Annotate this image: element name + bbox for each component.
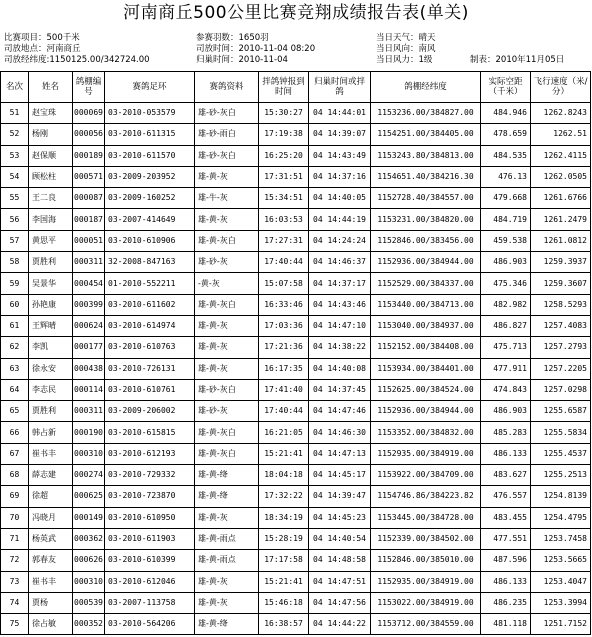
- table-row: [1, 571, 591, 592]
- cell-ring: 03-2010-610950: [105, 507, 195, 528]
- cell-arrive-time: 04 14:45:17: [309, 465, 371, 486]
- cell-info: 雄-黄-灰白: [195, 294, 259, 315]
- cell-info: 雄-黄-雨点: [195, 550, 259, 571]
- cell-coords: 1152152.00/384408.00: [371, 337, 481, 358]
- cell-speed: 1259.3937: [531, 252, 591, 273]
- cell-distance: 485.283: [481, 422, 531, 443]
- table-row: [1, 528, 591, 549]
- cell-name: 王辉晴: [29, 315, 73, 336]
- cell-info: 雄-黄-灰: [195, 571, 259, 592]
- cell-rank: 63: [1, 358, 29, 379]
- table-row: [1, 337, 591, 358]
- cell-coords: 1152936.00/384944.00: [371, 252, 481, 273]
- entries-count: 参赛羽数：1650羽: [196, 33, 269, 43]
- cell-distance: 486.827: [481, 315, 531, 336]
- table-row: [1, 379, 591, 400]
- cell-report-time: 15:21:41: [259, 571, 309, 592]
- cell-report-time: 15:21:41: [259, 443, 309, 464]
- cell-loft-no: 000626: [73, 550, 105, 571]
- cell-distance: 475.713: [481, 337, 531, 358]
- header-loft-no: 鸽棚编号: [73, 72, 105, 103]
- cell-distance: 484.719: [481, 209, 531, 230]
- cell-name: 徐占敏: [29, 614, 73, 635]
- cell-arrive-time: 04 14:46:37: [309, 252, 371, 273]
- cell-distance: 486.903: [481, 401, 531, 422]
- cell-speed: 1261.2479: [531, 209, 591, 230]
- cell-loft-no: 000624: [73, 315, 105, 336]
- cell-distance: 478.659: [481, 124, 531, 145]
- cell-report-time: 17:32:22: [259, 486, 309, 507]
- cell-distance: 484.946: [481, 103, 531, 124]
- cell-distance: 487.596: [481, 550, 531, 571]
- cell-loft-no: 000187: [73, 209, 105, 230]
- cell-report-time: 15:07:58: [259, 273, 309, 294]
- cell-name: 孙艳康: [29, 294, 73, 315]
- cell-loft-no: 000311: [73, 252, 105, 273]
- table-row: [1, 592, 591, 613]
- cell-name: 李凯: [29, 337, 73, 358]
- table-row: [1, 124, 591, 145]
- cell-coords: 1153231.00/384820.00: [371, 209, 481, 230]
- cell-info: 雄-黄-绛: [195, 465, 259, 486]
- wind-direction: 当日风向：南风: [376, 44, 436, 54]
- cell-info: 雄-黄-灰白: [195, 443, 259, 464]
- cell-coords: 1152728.40/384557.00: [371, 188, 481, 209]
- header-info: 赛鸽资料: [195, 72, 259, 103]
- header-rank: 名次: [1, 72, 29, 103]
- cell-info: 雄-砂-雨白: [195, 124, 259, 145]
- cell-info: 雄-砂-灰: [195, 252, 259, 273]
- made-date: 制表：2010年11月05日: [470, 55, 565, 65]
- cell-coords: 1153243.80/384813.00: [371, 145, 481, 166]
- cell-arrive-time: 04 14:44:19: [309, 209, 371, 230]
- report-title: 河南商丘500公里比赛竞翔成绩报告表(单关): [123, 3, 469, 23]
- cell-loft-no: 000399: [73, 294, 105, 315]
- cell-distance: 482.982: [481, 294, 531, 315]
- cell-speed: 1257.4083: [531, 315, 591, 336]
- cell-rank: 69: [1, 486, 29, 507]
- table-row: [1, 252, 591, 273]
- cell-name: 李国海: [29, 209, 73, 230]
- cell-loft-no: 000362: [73, 528, 105, 549]
- cell-coords: 1154746.86/384223.82: [371, 486, 481, 507]
- cell-info: -黄-灰: [195, 273, 259, 294]
- cell-name: 顾松柱: [29, 166, 73, 187]
- cell-info: 雄-黄-雨点: [195, 528, 259, 549]
- cell-distance: 477.551: [481, 528, 531, 549]
- cell-loft-no: 000149: [73, 507, 105, 528]
- cell-report-time: 17:17:58: [259, 550, 309, 571]
- cell-distance: 476.13: [481, 166, 531, 187]
- cell-speed: 1257.2205: [531, 358, 591, 379]
- cell-info: 雄-黄-灰: [195, 592, 259, 613]
- cell-arrive-time: 04 14:47:46: [309, 401, 371, 422]
- cell-arrive-time: 04 14:24:24: [309, 230, 371, 251]
- cell-arrive-time: 04 14:47:10: [309, 315, 371, 336]
- cell-loft-no: 000571: [73, 166, 105, 187]
- cell-arrive-time: 04 14:47:56: [309, 592, 371, 613]
- cell-report-time: 15:34:51: [259, 188, 309, 209]
- cell-ring: 03-2010-610761: [105, 379, 195, 400]
- cell-distance: 474.843: [481, 379, 531, 400]
- cell-speed: 1261.6766: [531, 188, 591, 209]
- cell-loft-no: 000310: [73, 443, 105, 464]
- cell-rank: 71: [1, 528, 29, 549]
- cell-info: 雄-黄-灰: [195, 337, 259, 358]
- cell-arrive-time: 04 14:48:58: [309, 550, 371, 571]
- cell-coords: 1153352.00/384832.00: [371, 422, 481, 443]
- header-name: 姓名: [29, 72, 73, 103]
- cell-rank: 54: [1, 166, 29, 187]
- cell-name: 徐超: [29, 486, 73, 507]
- cell-arrive-time: 04 14:47:51: [309, 571, 371, 592]
- table-row: [1, 294, 591, 315]
- release-coords: 司放经纬度:1150125.00/342724.00: [4, 55, 150, 65]
- cell-ring: 03-2010-729332: [105, 465, 195, 486]
- cell-distance: 483.455: [481, 507, 531, 528]
- cell-ring: 03-2010-611570: [105, 145, 195, 166]
- cell-ring: 03-2010-726131: [105, 358, 195, 379]
- cell-rank: 62: [1, 337, 29, 358]
- cell-coords: 1153934.00/384401.00: [371, 358, 481, 379]
- cell-name: 徐永安: [29, 358, 73, 379]
- cell-info: 雄-黄-灰: [195, 166, 259, 187]
- cell-rank: 58: [1, 252, 29, 273]
- cell-speed: 1253.3994: [531, 592, 591, 613]
- cell-distance: 479.668: [481, 188, 531, 209]
- cell-ring: 03-2010-611903: [105, 528, 195, 549]
- wind-force: 当日风力：1级: [376, 55, 433, 65]
- header-arrive-time: 归巢时间或拌鸽: [309, 72, 371, 103]
- cell-ring: 03-2010-614974: [105, 315, 195, 336]
- cell-rank: 72: [1, 550, 29, 571]
- cell-name: 冯晓月: [29, 507, 73, 528]
- cell-name: 吴景华: [29, 273, 73, 294]
- cell-report-time: 17:27:31: [259, 230, 309, 251]
- cell-coords: 1153445.00/384728.00: [371, 507, 481, 528]
- cell-rank: 73: [1, 571, 29, 592]
- cell-rank: 61: [1, 315, 29, 336]
- cell-arrive-time: 04 14:45:23: [309, 507, 371, 528]
- header-row: [1, 72, 591, 103]
- cell-arrive-time: 04 14:46:30: [309, 422, 371, 443]
- cell-rank: 70: [1, 507, 29, 528]
- cell-ring: 03-2009-160252: [105, 188, 195, 209]
- cell-speed: 1253.7458: [531, 528, 591, 549]
- table-row: [1, 401, 591, 422]
- cell-info: 雄-砂-灰白: [195, 103, 259, 124]
- table-row: [1, 422, 591, 443]
- cell-ring: 03-2010-564206: [105, 614, 195, 635]
- cell-coords: 1154651.40/384216.30: [371, 166, 481, 187]
- cell-speed: 1255.4537: [531, 443, 591, 464]
- cell-arrive-time: 04 14:37:45: [309, 379, 371, 400]
- release-time: 司放时间：2010-11-04 08:20: [196, 44, 316, 54]
- cell-arrive-time: 04 14:39:07: [309, 124, 371, 145]
- cell-rank: 51: [1, 103, 29, 124]
- cell-distance: 486.235: [481, 592, 531, 613]
- cell-coords: 1154251.00/384405.00: [371, 124, 481, 145]
- cell-ring: 03-2010-610906: [105, 230, 195, 251]
- cell-arrive-time: 04 14:37:16: [309, 166, 371, 187]
- cell-speed: 1251.7152: [531, 614, 591, 635]
- cell-info: 雄-黄-灰: [195, 315, 259, 336]
- cell-rank: 56: [1, 209, 29, 230]
- cell-rank: 53: [1, 145, 29, 166]
- table-row: [1, 550, 591, 571]
- cell-ring: 32-2008-847163: [105, 252, 195, 273]
- cell-coords: 1153712.00/384559.00: [371, 614, 481, 635]
- cell-distance: 486.133: [481, 571, 531, 592]
- cell-ring: 03-2010-053579: [105, 103, 195, 124]
- cell-ring: 03-2010-612046: [105, 571, 195, 592]
- cell-coords: 1152935.00/384919.00: [371, 443, 481, 464]
- cell-speed: 1258.5293: [531, 294, 591, 315]
- cell-arrive-time: 04 14:39:47: [309, 486, 371, 507]
- cell-speed: 1254.8139: [531, 486, 591, 507]
- cell-name: 薛志建: [29, 465, 73, 486]
- cell-ring: 03-2009-203952: [105, 166, 195, 187]
- cell-report-time: 18:34:19: [259, 507, 309, 528]
- cell-ring: 03-2010-723870: [105, 486, 195, 507]
- cell-speed: 1255.6587: [531, 401, 591, 422]
- cell-ring: 01-2010-552211: [105, 273, 195, 294]
- cell-report-time: 16:38:57: [259, 614, 309, 635]
- cell-coords: 1152529.00/384337.00: [371, 273, 481, 294]
- cell-loft-no: 000190: [73, 422, 105, 443]
- cell-coords: 1153040.00/384937.00: [371, 315, 481, 336]
- cell-loft-no: 000539: [73, 592, 105, 613]
- table-row: [1, 315, 591, 336]
- results-table: [0, 71, 591, 635]
- header-distance: 实际空距（千米）: [481, 72, 531, 103]
- cell-ring: 03-2007-113758: [105, 592, 195, 613]
- cell-info: 雄-砂-灰: [195, 401, 259, 422]
- cell-report-time: 16:33:46: [259, 294, 309, 315]
- cell-report-time: 15:30:27: [259, 103, 309, 124]
- cell-name: 崔书丰: [29, 443, 73, 464]
- cell-ring: 03-2010-610763: [105, 337, 195, 358]
- cell-info: 雄-砂-灰白: [195, 379, 259, 400]
- cell-report-time: 16:03:53: [259, 209, 309, 230]
- cell-name: 赵保顺: [29, 145, 73, 166]
- cell-ring: 03-2009-206002: [105, 401, 195, 422]
- cell-rank: 75: [1, 614, 29, 635]
- cell-arrive-time: 04 14:37:17: [309, 273, 371, 294]
- cell-coords: 1152625.00/384524.00: [371, 379, 481, 400]
- cell-distance: 481.118: [481, 614, 531, 635]
- cell-loft-no: 000625: [73, 486, 105, 507]
- cell-report-time: 15:28:19: [259, 528, 309, 549]
- table-row: [1, 358, 591, 379]
- cell-speed: 1257.0298: [531, 379, 591, 400]
- cell-speed: 1257.2793: [531, 337, 591, 358]
- header-report-time: 拌鸽钟报到时间: [259, 72, 309, 103]
- cell-distance: 484.535: [481, 145, 531, 166]
- cell-speed: 1253.4047: [531, 571, 591, 592]
- cell-speed: 1262.8243: [531, 103, 591, 124]
- cell-rank: 68: [1, 465, 29, 486]
- cell-ring: 03-2010-612193: [105, 443, 195, 464]
- table-row: [1, 230, 591, 251]
- cell-rank: 64: [1, 379, 29, 400]
- cell-distance: 486.133: [481, 443, 531, 464]
- cell-arrive-time: 04 14:47:13: [309, 443, 371, 464]
- cell-speed: 1254.4795: [531, 507, 591, 528]
- cell-coords: 1152339.00/384502.00: [371, 528, 481, 549]
- cell-loft-no: 000056: [73, 124, 105, 145]
- cell-speed: 1253.5665: [531, 550, 591, 571]
- cell-ring: 03-2010-611602: [105, 294, 195, 315]
- cell-report-time: 17:41:40: [259, 379, 309, 400]
- cell-arrive-time: 04 14:38:22: [309, 337, 371, 358]
- cell-arrive-time: 04 14:44:01: [309, 103, 371, 124]
- cell-ring: 03-2007-414649: [105, 209, 195, 230]
- cell-rank: 52: [1, 124, 29, 145]
- cell-coords: 1153022.00/384919.00: [371, 592, 481, 613]
- cell-speed: 1259.3607: [531, 273, 591, 294]
- cell-distance: 459.538: [481, 230, 531, 251]
- cell-arrive-time: 04 14:43:49: [309, 145, 371, 166]
- cell-rank: 67: [1, 443, 29, 464]
- cell-loft-no: 000438: [73, 358, 105, 379]
- cell-report-time: 15:46:18: [259, 592, 309, 613]
- table-row: [1, 145, 591, 166]
- cell-name: 韩占新: [29, 422, 73, 443]
- cell-rank: 74: [1, 592, 29, 613]
- cell-loft-no: 000310: [73, 571, 105, 592]
- cell-report-time: 16:25:20: [259, 145, 309, 166]
- cell-name: 李志民: [29, 379, 73, 400]
- table-row: [1, 465, 591, 486]
- table-row: [1, 103, 591, 124]
- cell-speed: 1262.4115: [531, 145, 591, 166]
- cell-rank: 60: [1, 294, 29, 315]
- cell-coords: 1153440.00/384713.00: [371, 294, 481, 315]
- cell-rank: 66: [1, 422, 29, 443]
- cell-arrive-time: 04 14:40:08: [309, 358, 371, 379]
- cell-distance: 476.557: [481, 486, 531, 507]
- cell-info: 雄-黄-灰白: [195, 422, 259, 443]
- cell-name: 杨英武: [29, 528, 73, 549]
- cell-info: 雄-黄-绛: [195, 486, 259, 507]
- cell-speed: 1262.0505: [531, 166, 591, 187]
- cell-distance: 475.346: [481, 273, 531, 294]
- cell-coords: 1153922.00/384709.00: [371, 465, 481, 486]
- cell-ring: 03-2010-615815: [105, 422, 195, 443]
- table-row: [1, 614, 591, 635]
- table-row: [1, 188, 591, 209]
- cell-rank: 55: [1, 188, 29, 209]
- cell-rank: 59: [1, 273, 29, 294]
- cell-coords: 1152936.00/384944.00: [371, 401, 481, 422]
- cell-report-time: 16:21:05: [259, 422, 309, 443]
- cell-loft-no: 000114: [73, 379, 105, 400]
- cell-speed: 1255.5834: [531, 422, 591, 443]
- cell-distance: 483.627: [481, 465, 531, 486]
- table-row: [1, 486, 591, 507]
- cell-report-time: 17:03:36: [259, 315, 309, 336]
- cell-arrive-time: 04 14:40:05: [309, 188, 371, 209]
- cell-loft-no: 000311: [73, 401, 105, 422]
- cell-info: 雄-黄-灰: [195, 209, 259, 230]
- table-row: [1, 166, 591, 187]
- cell-report-time: 17:19:38: [259, 124, 309, 145]
- cell-name: 郭春友: [29, 550, 73, 571]
- cell-arrive-time: 04 14:43:46: [309, 294, 371, 315]
- table-row: [1, 507, 591, 528]
- cell-arrive-time: 04 14:44:22: [309, 614, 371, 635]
- cell-info: 雄-黄-绛: [195, 614, 259, 635]
- cell-distance: 486.903: [481, 252, 531, 273]
- cell-loft-no: 000087: [73, 188, 105, 209]
- cell-report-time: 16:17:35: [259, 358, 309, 379]
- release-place: 司放地点：河南商丘: [4, 44, 81, 54]
- cell-loft-no: 000177: [73, 337, 105, 358]
- cell-coords: 1152935.00/384919.00: [371, 571, 481, 592]
- cell-rank: 57: [1, 230, 29, 251]
- cell-info: 雄-牛-灰: [195, 188, 259, 209]
- cell-rank: 65: [1, 401, 29, 422]
- header-coords: 鸽棚经纬度: [371, 72, 481, 103]
- cell-arrive-time: 04 14:40:54: [309, 528, 371, 549]
- cell-speed: 1255.2513: [531, 465, 591, 486]
- cell-info: 雄-黄-灰白: [195, 230, 259, 251]
- header-speed: 飞行速度（米/分）: [531, 72, 591, 103]
- cell-loft-no: 000051: [73, 230, 105, 251]
- cell-ring: 03-2010-611315: [105, 124, 195, 145]
- cell-report-time: 17:40:44: [259, 252, 309, 273]
- cell-loft-no: 000069: [73, 103, 105, 124]
- cell-name: 贾杨: [29, 592, 73, 613]
- cell-report-time: 17:21:36: [259, 337, 309, 358]
- cell-speed: 1261.0812: [531, 230, 591, 251]
- cell-info: 雄-黄-灰: [195, 358, 259, 379]
- cell-name: 崔书丰: [29, 571, 73, 592]
- cell-coords: 1152846.00/383456.00: [371, 230, 481, 251]
- header-ring: 赛鸽足环: [105, 72, 195, 103]
- cell-name: 贾胜利: [29, 401, 73, 422]
- cell-distance: 477.911: [481, 358, 531, 379]
- table-row: [1, 443, 591, 464]
- table-row: [1, 209, 591, 230]
- return-time: 归巢时间：2010-11-04: [196, 55, 288, 65]
- race-item: 比赛项目：500千米: [4, 33, 80, 43]
- cell-report-time: 17:40:44: [259, 401, 309, 422]
- weather: 当日天气：晴天: [376, 33, 436, 43]
- cell-speed: 1262.51: [531, 124, 591, 145]
- cell-info: 雄-砂-灰白: [195, 145, 259, 166]
- cell-name: 贾胜利: [29, 252, 73, 273]
- cell-name: 赵宝珠: [29, 103, 73, 124]
- cell-name: 黄思平: [29, 230, 73, 251]
- cell-coords: 1153236.00/384827.00: [371, 103, 481, 124]
- cell-report-time: 17:31:51: [259, 166, 309, 187]
- cell-loft-no: 000454: [73, 273, 105, 294]
- cell-loft-no: 000189: [73, 145, 105, 166]
- cell-name: 杨刚: [29, 124, 73, 145]
- cell-loft-no: 000352: [73, 614, 105, 635]
- cell-name: 王二良: [29, 188, 73, 209]
- cell-loft-no: 000274: [73, 465, 105, 486]
- cell-info: 雄-黄-灰: [195, 507, 259, 528]
- cell-coords: 1152846.00/385010.00: [371, 550, 481, 571]
- table-row: [1, 273, 591, 294]
- cell-ring: 03-2010-610399: [105, 550, 195, 571]
- cell-report-time: 18:04:18: [259, 465, 309, 486]
